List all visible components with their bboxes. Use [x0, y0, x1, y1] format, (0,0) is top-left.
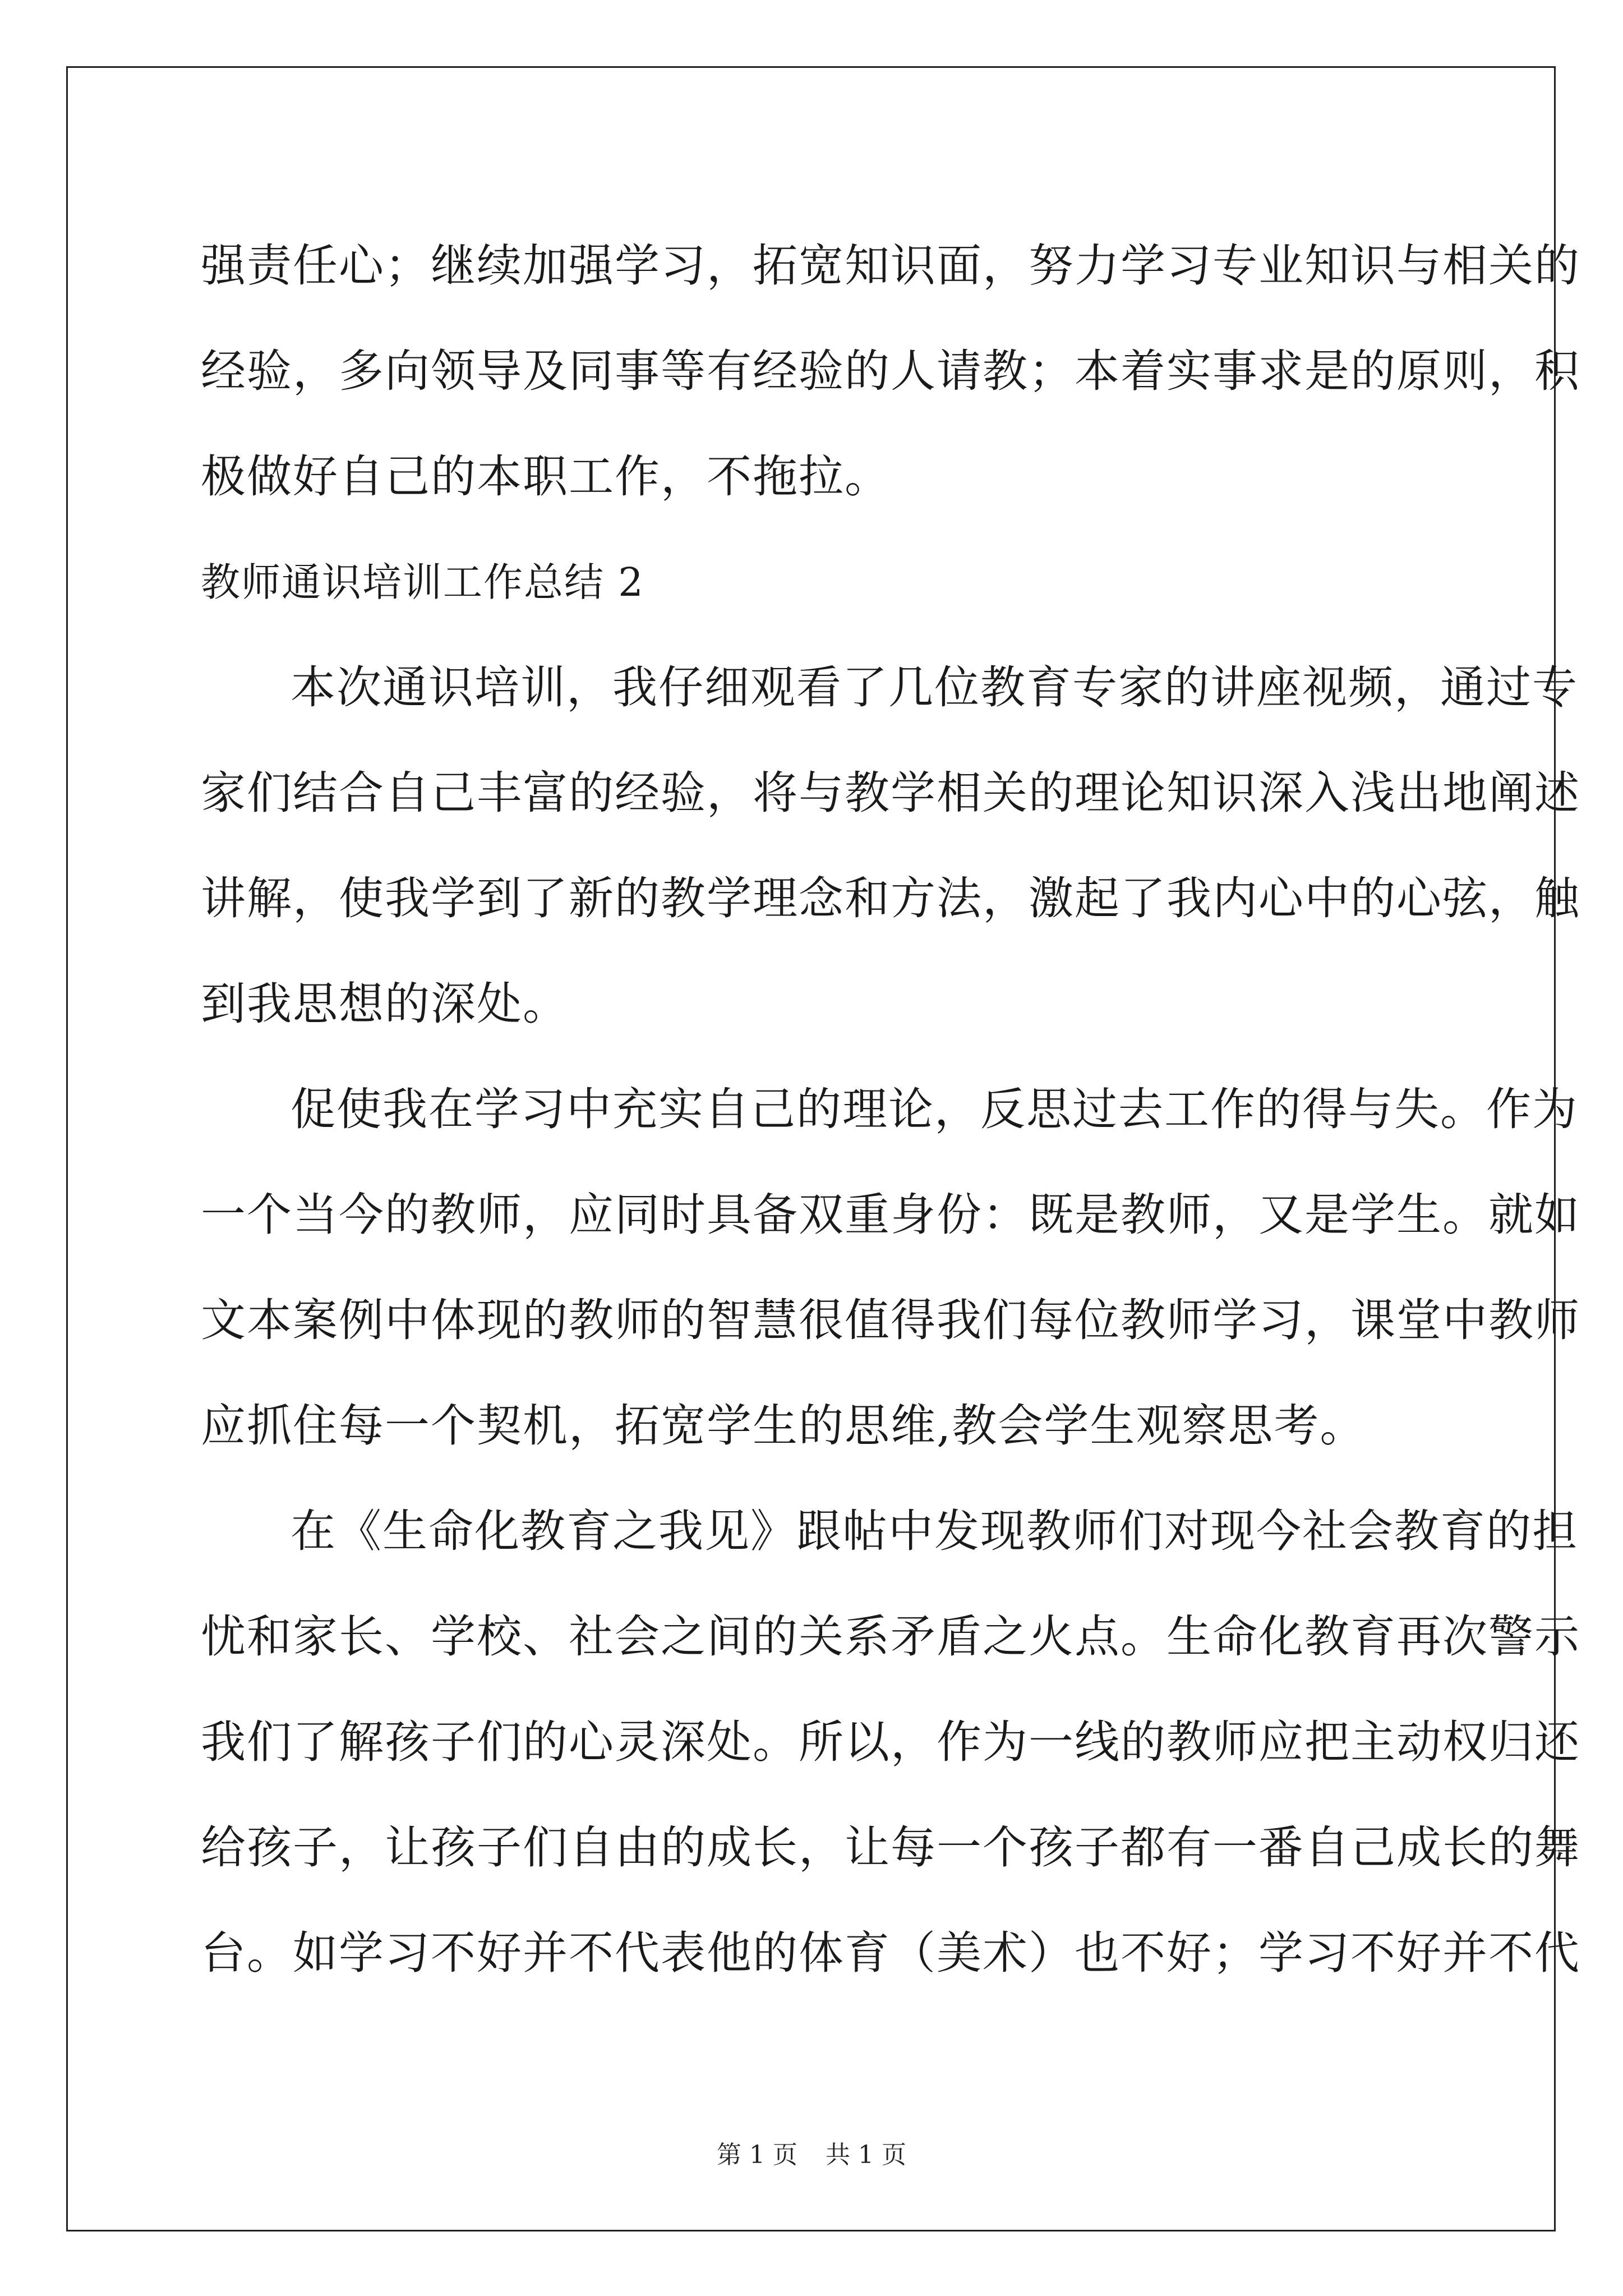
section-heading: 教师通识培训工作总结 2	[201, 559, 644, 605]
text-line: 极做好自己的本职工作，不拖拉。	[201, 450, 891, 503]
text-line: 促使我在学习中充实自己的理论，反思过去工作的得与失。作为	[291, 1083, 1578, 1135]
document-body	[201, 213, 1580, 2006]
text-line: 文本案例中体现的教师的智慧很值得我们每位教师学习，课堂中教师	[201, 1294, 1580, 1346]
text-line: 我们了解孩子们的心灵深处。所以，作为一线的教师应把主动权归还	[201, 1716, 1580, 1768]
text-line: 本次通识培训，我仔细观看了几位教育专家的讲座视频，通过专	[291, 661, 1578, 714]
page-footer	[0, 2134, 1623, 2170]
text-line: 讲解，使我学到了新的教学理念和方法，激起了我内心中的心弦，触	[201, 872, 1580, 924]
text-line: 强责任心；继续加强学习，拓宽知识面，努力学习专业知识与相关的	[201, 240, 1580, 292]
page-number: 第 1 页	[717, 2141, 797, 2169]
page-total: 共 1 页	[826, 2141, 906, 2169]
text-line: 到我思想的深处。	[201, 978, 569, 1030]
text-line: 家们结合自己丰富的经验，将与教学相关的理论知识深入浅出地阐述	[201, 767, 1580, 819]
text-line: 一个当今的教师，应同时具备双重身份：既是教师，又是学生。就如	[201, 1189, 1580, 1241]
text-line: 台。如学习不好并不代表他的体育（美术）也不好；学习不好并不代	[201, 1927, 1580, 1979]
text-line: 应抓住每一个契机，拓宽学生的思维,教会学生观察思考。	[201, 1400, 1366, 1452]
text-line: 经验，多向领导及同事等有经验的人请教；本着实事求是的原则，积	[201, 345, 1580, 397]
text-line: 给孩子，让孩子们自由的成长，让每一个孩子都有一番自己成长的舞	[201, 1821, 1580, 1874]
text-line: 忧和家长、学校、社会之间的关系矛盾之火点。生命化教育再次警示	[201, 1611, 1580, 1663]
text-line: 在《生命化教育之我见》跟帖中发现教师们对现今社会教育的担	[291, 1505, 1578, 1557]
